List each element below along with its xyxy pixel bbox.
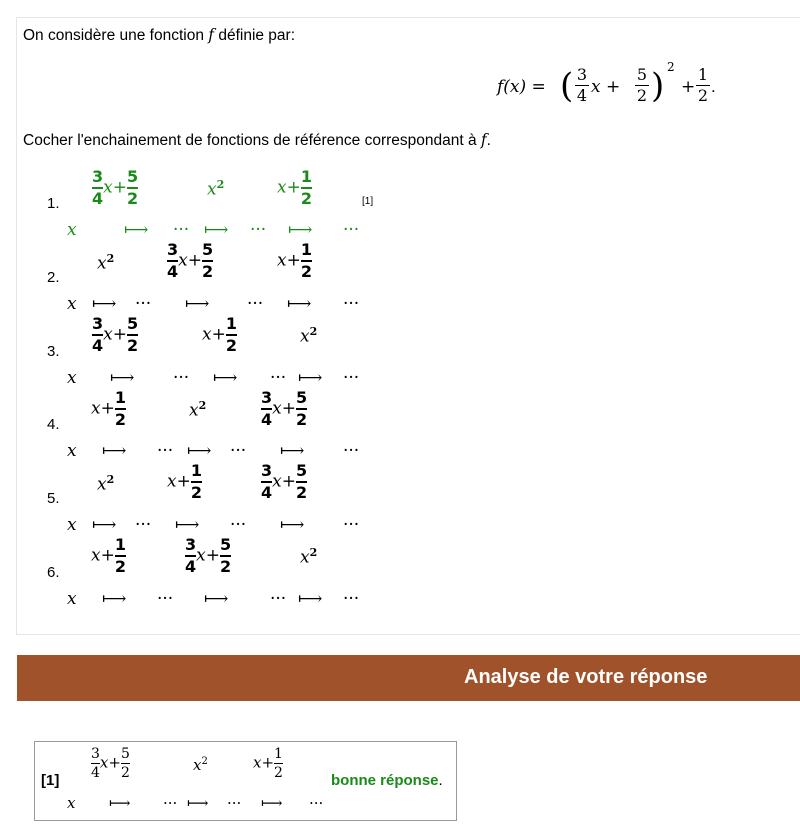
function-formula [497, 60, 737, 112]
choice-number: 6. [47, 564, 60, 581]
answer-verdict [331, 772, 443, 789]
choice-label-square: $x^2$ [207, 178, 225, 200]
choice-label-square: $x^2$ [97, 252, 115, 274]
formula-plus: + [681, 77, 696, 97]
choice-label-affine: $\frac{3}{4}$ x+ $\frac{5}{2}$ [92, 314, 139, 355]
choice-label-affine: $\frac{3}{4}$ x+ $\frac{5}{2}$ [92, 167, 139, 208]
choice-label-affine: $\frac{3}{4}$ x+ $\frac{5}{2}$ [167, 240, 214, 281]
choice-number: 1. [47, 195, 60, 212]
instruction-end: . [486, 132, 491, 149]
formula-fraction-5-2: 5 2 [636, 65, 648, 105]
close-paren: ) [651, 66, 665, 106]
choice-ref: [1] [362, 196, 374, 207]
choice-number: 2. [47, 269, 60, 286]
open-paren: ( [560, 66, 574, 106]
formula-fraction-1-2: 1 2 [697, 65, 709, 105]
answer-label-affine: $\frac{3}{4}$ x+ $\frac{5}{2}$ [91, 746, 130, 781]
answer-ref: [1] [41, 772, 60, 789]
choice-label-plus-half: x+ $\frac{1}{2}$ [277, 240, 312, 281]
analysis-banner [17, 655, 800, 701]
verdict-text: bonne réponse [331, 772, 439, 789]
intro-suffix: définie par: [218, 27, 296, 44]
instruction-text: Cocher l'enchainement de fonctions de référence correspondant à [23, 132, 477, 149]
choice-label-square: $x^2$ [300, 325, 318, 347]
answer-label-plus-half: x+ $\frac{1}{2}$ [253, 746, 283, 781]
formula-lhs: f(x) = [497, 77, 546, 97]
choice-label-affine: $\frac{3}{4}$ x+ $\frac{5}{2}$ [261, 388, 308, 429]
choice-label-square: $x^2$ [300, 546, 318, 568]
answer-box: [1] $\frac{3}{4}$ x+ $\frac{5}{2}$ $x^2$ x+ $\frac{1}{2}$ x ⟼ ··· ⟼ ··· ⟼ ··· bonne réponse. [34, 741, 457, 821]
choice-label-plus-half: x+ $\frac{1}{2}$ [167, 461, 202, 502]
intro-var: f [208, 26, 215, 44]
formula-x-plus: x + [591, 77, 621, 97]
analysis-title: Analyse de votre réponse [464, 666, 708, 688]
answer-label-square: $x^2$ [193, 756, 208, 774]
choice-label-square: $x^2$ [97, 473, 115, 495]
choice-label-square: $x^2$ [189, 399, 207, 421]
instruction-var: f [480, 131, 487, 149]
question-intro [23, 26, 295, 45]
choice-number: 3. [47, 343, 60, 360]
analysis-panel [17, 701, 800, 832]
choice-label-plus-half: x+ $\frac{1}{2}$ [91, 388, 126, 429]
intro-text: On considère une fonction [23, 27, 204, 44]
choice-label-plus-half: x+ $\frac{1}{2}$ [277, 167, 312, 208]
verdict-end: . [438, 772, 443, 789]
choice-label-affine: $\frac{3}{4}$ x+ $\frac{5}{2}$ [261, 461, 308, 502]
choice-number: 5. [47, 490, 60, 507]
choice-label-plus-half: x+ $\frac{1}{2}$ [91, 535, 126, 576]
question-instruction [23, 131, 491, 150]
formula-end: . [711, 77, 716, 96]
formula-fraction-3-4: 3 4 [576, 65, 588, 105]
choice-label-affine: $\frac{3}{4}$ x+ $\frac{5}{2}$ [185, 535, 232, 576]
choice-number: 4. [47, 416, 60, 433]
formula-exponent: 2 [667, 60, 675, 74]
choice-label-plus-half: x+ $\frac{1}{2}$ [202, 314, 237, 355]
question-panel: On considère une fonction f définie par: f(x) = ( 3 4 x + 5 2 ) 2 + 1 2 . Cocher l'enchainement de fonctions de référence correspondant à f. 1. $\frac{3}{4}$ x+ $\frac{5}{2}$ $x^2$ x+ $\frac{1}{2}$ [1] x ⟼ ··· ⟼ ··· ⟼ ··· 2. $x^2$ $\frac{3}{4}$ x+ $\frac{5}{2}$ x+ $\frac{1}{2}$ x ⟼ ··· ⟼ ··· ⟼ ··· 3. $\frac{3}{4}$ x+ $\frac{5}{2}$ x+ $\frac{1}{2}$ $x^2$ x ⟼ ··· ⟼ ··· ⟼ ··· 4. x+ $\frac{1}{2}$ $x^2$ $\frac{3}{4}$ x+ $\frac{5}{2}$ x ⟼ ··· ⟼ ··· ⟼ ··· 5. $x^2$ x+ $\frac{1}{2}$ $\frac{3}{4}$ x+ $\frac{5}{2}$ x ⟼ ··· ⟼ ··· ⟼ ··· 6. x+ $\frac{1}{2}$ $\frac{3}{4}$ x+ $\frac{5}{2}$ $x^2$ x ⟼ ··· ⟼ ··· ⟼ ··· [16, 17, 800, 635]
